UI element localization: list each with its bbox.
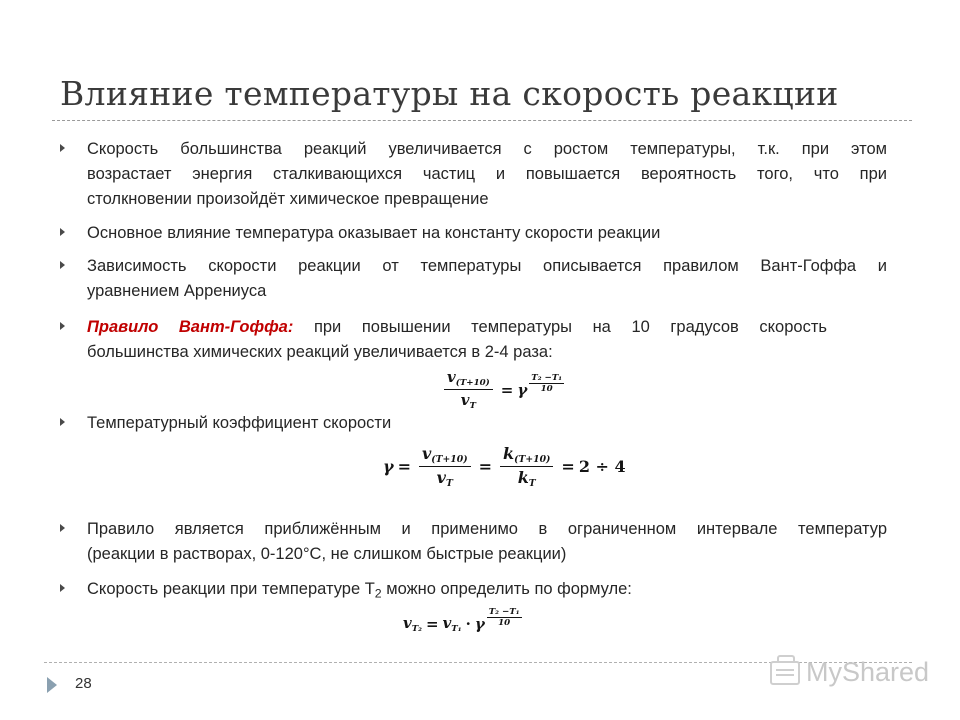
formula-fraction: $\frac{v_{(T+10)}}{v_T}$ xyxy=(419,444,471,489)
bullet-arrow-icon xyxy=(60,228,65,236)
gamma-formula: γ = $\frac{v_{(T+10)}}{v_T}$ = $\frac{k_{(T+10)}}{k_T}$ = 2 ÷ 4 xyxy=(383,444,626,490)
rate-t2-formula: $v_{T_2}$ = $v_{T_1}$ · γ T₂ −T₁ 10 xyxy=(403,607,520,635)
vant-hoff-formula xyxy=(440,368,563,412)
formula-fraction: $\frac{k_{(T+10)}}{k_T}$ xyxy=(500,444,553,489)
bullet-line-rest: при повышении температуры на 10 градусов скорость xyxy=(293,318,827,336)
gamma-value: 2 ÷ 4 xyxy=(578,457,626,477)
bullet-line: Скорость реакции при температуре $Т_2$ можно определить по формуле: xyxy=(87,580,632,601)
bullet-line: столкновении произойдёт химическое превращение xyxy=(87,190,489,208)
bullet-text xyxy=(87,517,887,567)
bullet-line: уравнением Аррениуса xyxy=(87,282,267,300)
title-divider xyxy=(52,120,912,121)
bullet-line: Правило является приближённым и применимо в ограниченном интервале температур xyxy=(87,520,887,538)
bullet-arrow-icon xyxy=(60,584,65,592)
bullet-line xyxy=(87,315,827,340)
vant-hoff-rule-label: Правило Вант-Гоффа: xyxy=(87,318,294,336)
page-number: 28 xyxy=(75,675,92,692)
bullet-text xyxy=(87,137,887,212)
bullet-line: Температурный коэффициент скорости xyxy=(87,414,392,432)
equals-sign: = xyxy=(500,380,514,399)
slide-title: Влияние температуры на скорость реакции xyxy=(60,74,839,113)
bullet-line: возрастает энергия сталкивающихся частиц и повышается вероятность того, что при xyxy=(87,165,887,183)
bullet-arrow-icon xyxy=(60,261,65,269)
watermark-logo xyxy=(770,657,929,688)
bullet-line: (реакции в растворах, 0-120°С, не слишком быстрые реакции) xyxy=(87,545,567,563)
page-marker-icon xyxy=(47,677,57,693)
bullet-text xyxy=(87,254,887,304)
presentation-icon xyxy=(770,661,800,685)
bullet-line: большинства химических реакций увеличивается в 2-4 раза: xyxy=(87,343,553,361)
gamma-power: γ T₂ −T₁ 10 xyxy=(517,372,563,399)
bullet-line: Скорость большинства реакций увеличивается с ростом температуры, т.к. при этом xyxy=(87,140,887,158)
bullet-arrow-icon xyxy=(60,144,65,152)
formula-fraction: $\frac{v_{(T+10)}}{v_T}$ xyxy=(444,368,493,411)
bullet-text xyxy=(87,577,887,607)
bullet-line: Основное влияние температура оказывает на константу скорости реакции xyxy=(87,224,661,242)
bullet-arrow-icon xyxy=(60,524,65,532)
bullet-text xyxy=(87,411,887,436)
bullet-line: Зависимость скорости реакции от температуры описывается правилом Вант-Гоффа и xyxy=(87,257,887,275)
bullet-arrow-icon xyxy=(60,418,65,426)
bullet-text xyxy=(87,221,887,246)
gamma-power: γ T₂ −T₁ 10 xyxy=(474,607,520,634)
bullet-arrow-icon xyxy=(60,322,65,330)
watermark-text: MyShared xyxy=(806,657,930,687)
bullet-text xyxy=(87,315,827,365)
